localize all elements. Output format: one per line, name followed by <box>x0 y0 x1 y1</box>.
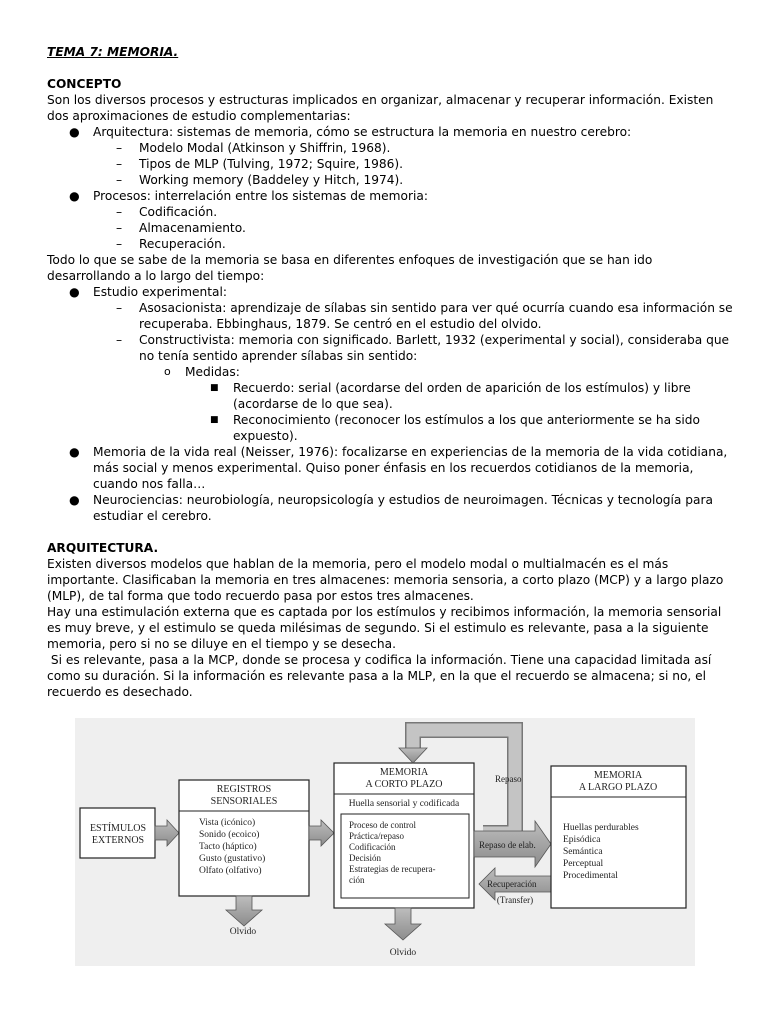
arquitectura-p2: Hay una estimulación externa que es captada por los estímulos y recibimos información, la memoria sensorial es muy breve, y el estimulo se queda milésimas de segundo. Si el estimulo es relevante, pasa a la siguiente memoria, pero si no se diluye en el tiempo y se desecha. <box>47 605 722 651</box>
repaso-elab-label: Repaso de elab. <box>479 840 536 850</box>
list-item: – Almacenamiento. <box>116 221 246 235</box>
dash-icon: – <box>116 221 123 235</box>
recuperacion-label: Recuperación <box>487 879 537 889</box>
mlp-item: Huellas perdurables <box>563 823 639 833</box>
registros-item: Sonido (ecoico) <box>199 830 260 840</box>
registros-item: Gusto (gustativo) <box>199 854 266 864</box>
modal-model-diagram <box>75 718 695 966</box>
list-item: ● Estudio experimental: <box>69 285 227 299</box>
list-item: – Working memory (Baddeley y Hitch, 1974). <box>116 173 404 187</box>
mcp-title-1: MEMORIA <box>379 767 429 778</box>
mcp-item: Codificación <box>349 842 396 852</box>
list-item: – Tipos de MLP (Tulving, 1972; Squire, 1986). <box>116 157 403 171</box>
dash-icon: – <box>116 141 123 155</box>
dash-icon: – <box>116 173 123 187</box>
mlp-item: Semántica <box>563 847 603 857</box>
registros-item: Tacto (háptico) <box>199 842 257 852</box>
blank-line <box>47 60 737 76</box>
list-item: ■ Reconocimiento (reconocer los estímulos a los que anteriormente se ha sido expuesto). <box>210 413 700 443</box>
bullet-icon: ● <box>69 445 80 459</box>
bullet-icon: ● <box>69 285 80 299</box>
document-text <box>47 44 737 700</box>
list-item: ● Arquitectura: sistemas de memoria, cómo se estructura la memoria en nuestro cerebro: <box>69 125 632 139</box>
mcp-subtitle: Huella sensorial y codificada <box>348 799 460 809</box>
list-item: o Medidas: <box>164 365 240 379</box>
section-heading-arquitectura: ARQUITECTURA. <box>47 541 159 555</box>
dash-icon: – <box>116 157 123 171</box>
list-item: ● Neurociencias: neurobiología, neuropsicología y estudios de neuroimagen. Técnicas y tecnología para estudiar el cerebro. <box>69 493 713 523</box>
mlp-item: Procedimental <box>563 871 618 881</box>
circle-icon: o <box>164 365 171 378</box>
registros-title-1: REGISTROS <box>216 784 272 795</box>
mlp-item: Episódica <box>563 835 601 845</box>
list-item: – Modelo Modal (Atkinson y Shiffrin, 1968). <box>116 141 391 155</box>
page-title: TEMA 7: MEMORIA. <box>47 45 179 59</box>
mlp-title-2: A LARGO PLAZO <box>578 782 658 793</box>
arquitectura-p3: Si es relevante, pasa a la MCP, donde se procesa y codifica la información. Tiene una capacidad limitada así como su duración. Si la información es relevante pasa a la MLP, en la que el recuerdo se almacena; si no, el recuerdo es desechado. <box>47 653 716 699</box>
list-item: ■ Recuerdo: serial (acordarse del orden de aparición de los estímulos) y libre (acordarse de lo que sea). <box>210 381 691 411</box>
list-item: – Constructivista: memoria con significado. Barlett, 1932 (experimental y social), consideraba que no tenía sentido aprender sílabas sin sentido: <box>116 333 730 363</box>
list-item: – Asosacionista: aprendizaje de sílabas sin sentido para ver qué ocurría cuando esa información se recuperaba. Ebbinghaus, 1879. Se centró en el estudio del olvido. <box>116 301 733 331</box>
mlp-item: Perceptual <box>563 859 604 869</box>
blank-line <box>47 524 737 540</box>
registros-item: Vista (icónico) <box>199 818 256 828</box>
bullet-icon: ● <box>69 189 80 203</box>
registros-title-2: SENSORIALES <box>210 796 278 807</box>
estimulos-label-2: EXTERNOS <box>91 835 145 846</box>
registros-item: Olfato (olfativo) <box>199 866 262 876</box>
olvido-label-2: Olvido <box>389 948 417 958</box>
mcp-item: Decisión <box>349 853 381 863</box>
concepto-intro2: Todo lo que se sabe de la memoria se basa en diferentes enfoques de investigación que se han ido desarrollando a lo largo del tiempo: <box>47 253 653 283</box>
section-heading-concepto: CONCEPTO <box>47 77 122 91</box>
square-icon: ■ <box>210 383 219 393</box>
mcp-item: Práctica/repaso <box>349 831 404 841</box>
square-icon: ■ <box>210 415 219 425</box>
olvido-label-1: Olvido <box>229 927 257 937</box>
dash-icon: – <box>116 205 123 219</box>
mcp-item: Proceso de control <box>349 820 416 830</box>
estimulos-label-1: ESTÍMULOS <box>89 823 147 834</box>
bullet-icon: ● <box>69 493 80 507</box>
dash-icon: – <box>116 237 123 251</box>
arquitectura-p1: Existen diversos modelos que hablan de la memoria, pero el modelo modal o multialmacén es el más importante. Clasificaban la memoria en tres almacenes: memoria sensoria, a corto plazo (MCP) y a largo plazo (MLP), de tal forma que todo recuerdo pasa por estos tres almacenes. <box>47 557 724 603</box>
concepto-intro: Son los diversos procesos y estructuras implicados en organizar, almacenar y recuperar información. Existen dos aproximaciones de estudio complementarias: <box>47 93 714 123</box>
mcp-item: ción <box>349 875 365 885</box>
concepto-list <box>47 124 737 252</box>
list-item: – Codificación. <box>116 205 218 219</box>
list-item: – Recuperación. <box>116 237 226 251</box>
transfer-label: (Transfer) <box>496 895 534 905</box>
repaso-label: Repaso <box>495 774 522 784</box>
mlp-title-1: MEMORIA <box>593 770 643 781</box>
mcp-item: Estrategias de recupera- <box>349 864 436 874</box>
list-item: ● Procesos: interrelación entre los sistemas de memoria: <box>69 189 428 203</box>
dash-icon: – <box>116 301 123 315</box>
dash-icon: – <box>116 333 123 347</box>
list-item: ● Memoria de la vida real (Neisser, 1976): focalizarse en experiencias de la memoria de la vida cotidiana, más social y menos experimental. Quiso poner énfasis en los recuerdos cotidianos de la memoria, cuando nos falla… <box>69 445 728 491</box>
mcp-title-2: A CORTO PLAZO <box>365 779 443 790</box>
bullet-icon: ● <box>69 125 80 139</box>
enfoques-list <box>47 284 737 524</box>
